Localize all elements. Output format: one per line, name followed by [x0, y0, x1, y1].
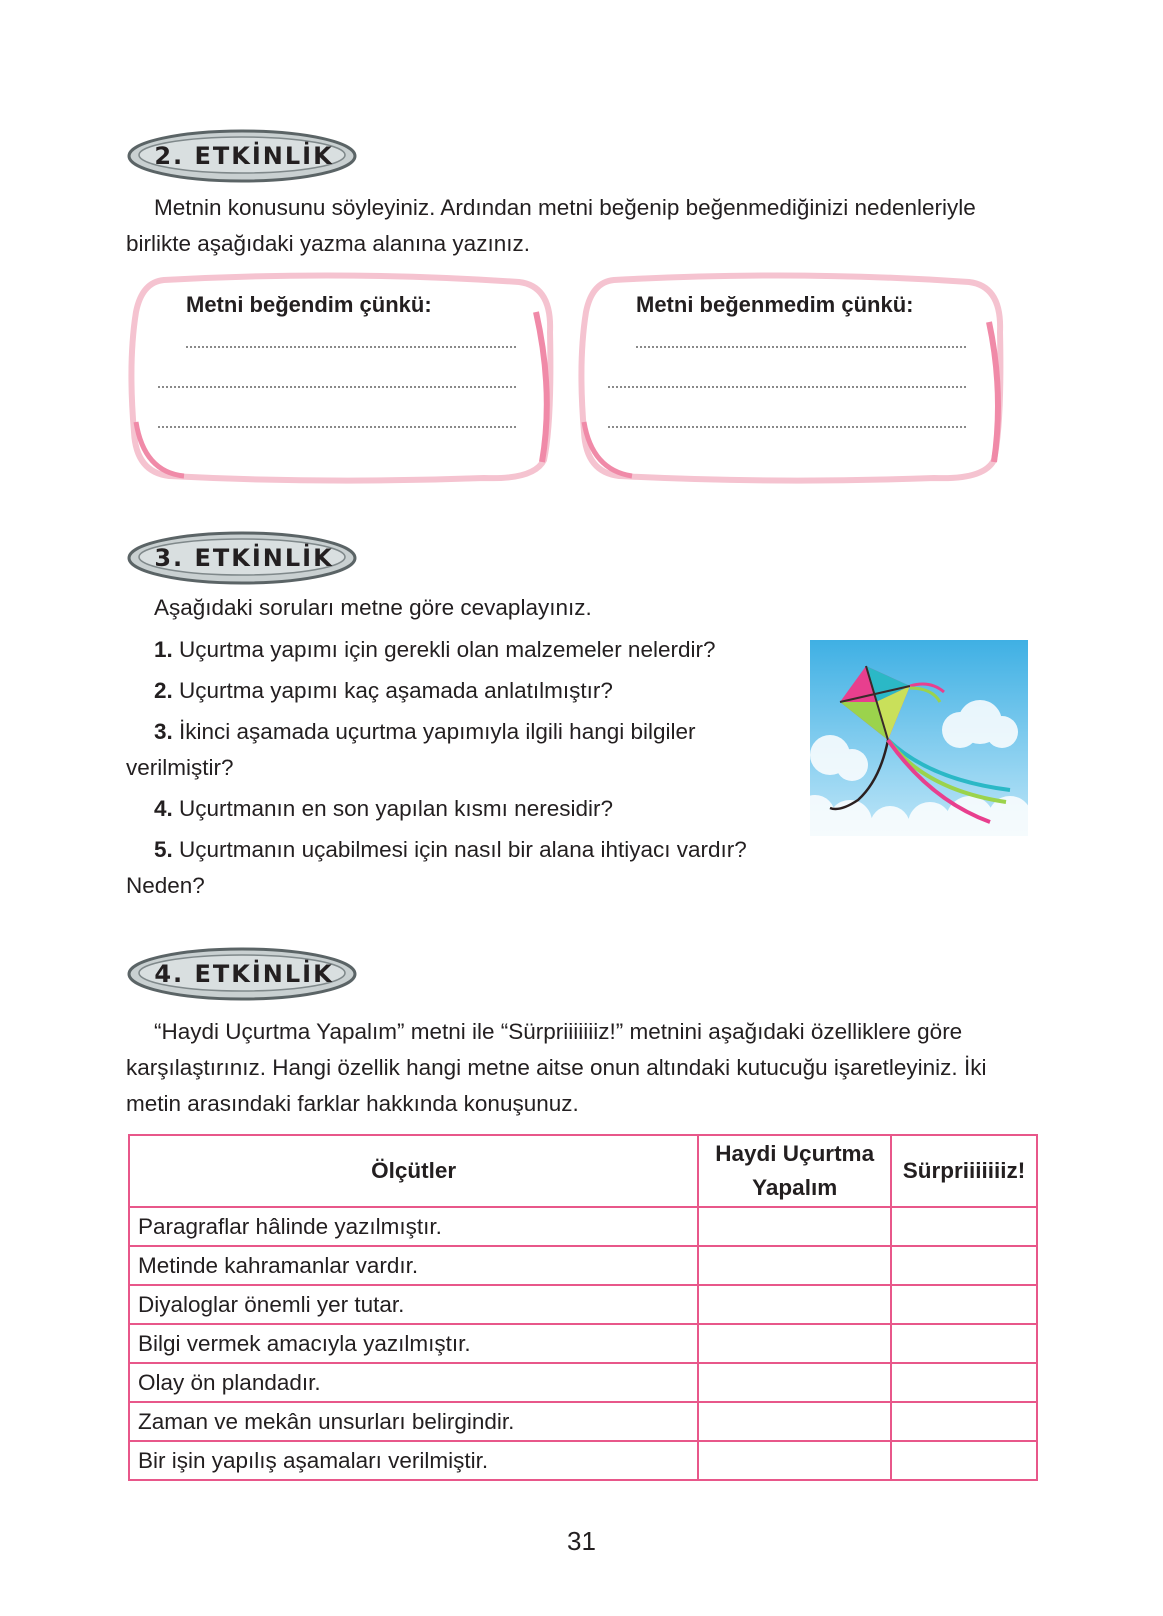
criterion-cell: Metinde kahramanlar vardır. [129, 1246, 698, 1285]
liked-writing-box [124, 272, 558, 484]
liked-box-title: Metni beğendim çünkü: [186, 292, 432, 317]
question-item: 2. Uçurtma yapımı kaç aşamada anlatılmıştır? [154, 678, 613, 703]
header-text-2: Sürpriiiiiiiz! [891, 1135, 1037, 1207]
criterion-cell: Bilgi vermek amacıyla yazılmıştır. [129, 1324, 698, 1363]
checkbox-cell[interactable] [698, 1363, 891, 1402]
table-row [129, 1285, 1037, 1324]
criterion-cell: Bir işin yapılış aşamaları verilmiştir. [129, 1441, 698, 1480]
writing-line[interactable] [608, 426, 966, 428]
checkbox-cell[interactable] [891, 1285, 1037, 1324]
checkbox-cell[interactable] [891, 1207, 1037, 1246]
kite-illustration [810, 640, 1028, 836]
writing-line[interactable] [186, 346, 516, 348]
question-item: 4. Uçurtmanın en son yapılan kısmı neresidir? [154, 796, 613, 821]
checkbox-cell[interactable] [891, 1363, 1037, 1402]
table-header-row [129, 1135, 1037, 1207]
checkbox-cell[interactable] [891, 1441, 1037, 1480]
activity-4-label: 4. ETKİNLİK [154, 960, 334, 988]
header-criteria: Ölçütler [129, 1135, 698, 1207]
checkbox-cell[interactable] [698, 1324, 891, 1363]
checkbox-cell[interactable] [698, 1441, 891, 1480]
page-number: 31 [567, 1526, 596, 1556]
writing-line[interactable] [608, 386, 966, 388]
criterion-cell: Paragraflar hâlinde yazılmıştır. [129, 1207, 698, 1246]
checkbox-cell[interactable] [698, 1402, 891, 1441]
checkbox-cell[interactable] [891, 1324, 1037, 1363]
disliked-box-title: Metni beğenmedim çünkü: [636, 292, 914, 317]
activity-4-instruction: “Haydi Uçurtma Yapalım” metni ile “Sürpriiiiiiiz!” metnini aşağıdaki özelliklere göre karşılaştırınız. Hangi özellik hangi metne aitse onun altındaki kutucuğu işaretleyiniz. İki metin arasındaki farklar hakkında konuşunuz. [126, 1019, 987, 1116]
header-text-1: Haydi Uçurtma Yapalım [698, 1135, 891, 1207]
activity-2-instruction: Metnin konusunu söyleyiniz. Ardından metni beğenip beğenmediğinizi nedenleriyle birlikte aşağıdaki yazma alanına yazınız. [126, 195, 976, 256]
table-row [129, 1363, 1037, 1402]
criterion-cell: Zaman ve mekân unsurları belirgindir. [129, 1402, 698, 1441]
question-item: 3. İkinci aşamada uçurtma yapımıyla ilgili hangi bilgiler verilmiştir? [126, 719, 696, 780]
criterion-cell: Olay ön plandadır. [129, 1363, 698, 1402]
table-row [129, 1207, 1037, 1246]
question-item: 1. Uçurtma yapımı için gerekli olan malzemeler nelerdir? [154, 637, 716, 662]
activity-3-instruction: Aşağıdaki soruları metne göre cevaplayınız. [154, 595, 592, 620]
checkbox-cell[interactable] [891, 1246, 1037, 1285]
checkbox-cell[interactable] [698, 1207, 891, 1246]
activity-3-label: 3. ETKİNLİK [154, 544, 334, 572]
writing-line[interactable] [158, 386, 516, 388]
activity-2-badge [126, 128, 358, 184]
writing-line[interactable] [158, 426, 516, 428]
disliked-writing-box [574, 272, 1008, 484]
checkbox-cell[interactable] [698, 1246, 891, 1285]
question-list [126, 632, 786, 909]
checkbox-cell[interactable] [698, 1285, 891, 1324]
table-row [129, 1441, 1037, 1480]
question-item: 5. Uçurtmanın uçabilmesi için nasıl bir alana ihtiyacı vardır? Neden? [126, 837, 747, 898]
table-row [129, 1246, 1037, 1285]
activity-3-badge [126, 530, 358, 586]
criterion-cell: Diyaloglar önemli yer tutar. [129, 1285, 698, 1324]
activity-4-badge [126, 946, 358, 1002]
table-row [129, 1324, 1037, 1363]
checkbox-cell[interactable] [891, 1402, 1037, 1441]
activity-2-label: 2. ETKİNLİK [154, 142, 334, 170]
comparison-table [128, 1134, 1038, 1481]
table-row [129, 1402, 1037, 1441]
writing-line[interactable] [636, 346, 966, 348]
